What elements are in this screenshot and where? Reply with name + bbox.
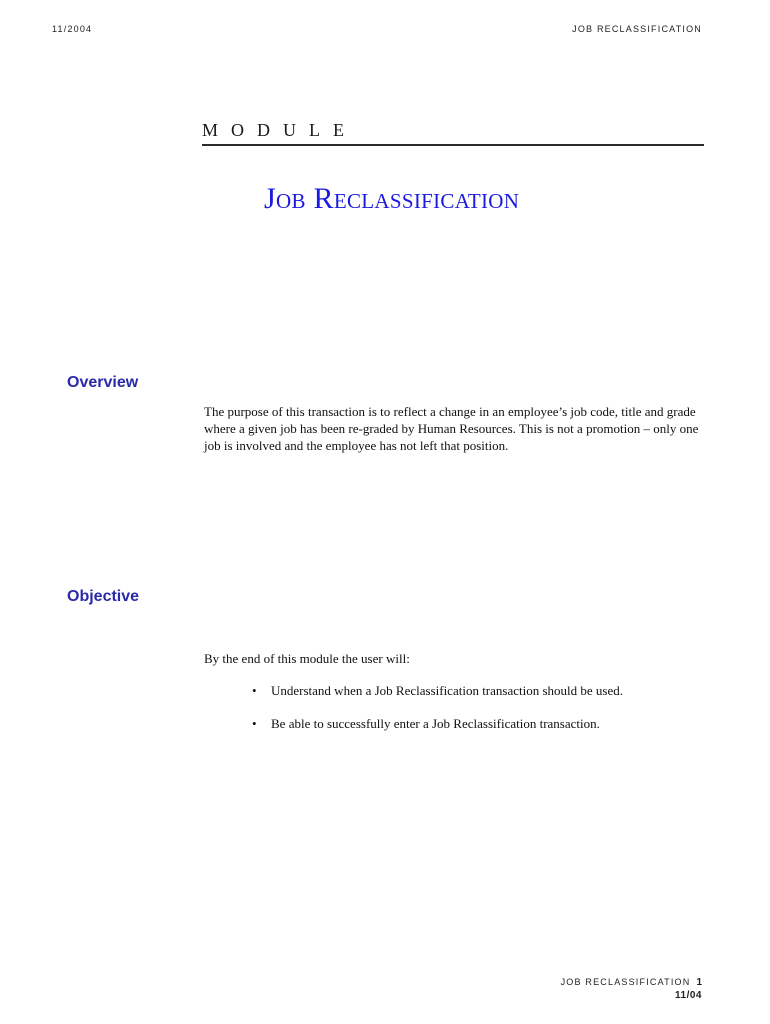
objective-intro: By the end of this module the user will: (204, 651, 410, 666)
bullet-icon: • (252, 716, 257, 731)
module-label: MODULE (202, 120, 357, 140)
list-item (204, 715, 704, 732)
header-title: JOB RECLASSIFICATION (572, 24, 702, 34)
footer-title: JOB RECLASSIFICATION (560, 977, 691, 987)
objective-heading: Objective (67, 588, 140, 605)
list-item (204, 682, 704, 699)
footer-date: 11/04 (675, 990, 702, 1001)
bullet-icon: • (252, 683, 257, 698)
page-footer (561, 977, 702, 1001)
overview-text: The purpose of this transaction is to reflect a change in an employee’s job code, title and grade where a given job has been re-graded by Human Resources. This is not a promotion – only one job is involved and the employee has not left that position. (204, 404, 699, 453)
footer-page-number: 1 (696, 977, 702, 988)
header-date: 11/2004 (52, 24, 93, 34)
module-divider (202, 144, 704, 146)
page-title: Job Reclassification (264, 182, 520, 215)
overview-heading: Overview (67, 374, 139, 391)
bullet-text: Understand when a Job Reclassification transaction should be used. (271, 683, 623, 698)
objective-bullet-list (204, 682, 704, 748)
bullet-text: Be able to successfully enter a Job Reclassification transaction. (271, 716, 600, 731)
